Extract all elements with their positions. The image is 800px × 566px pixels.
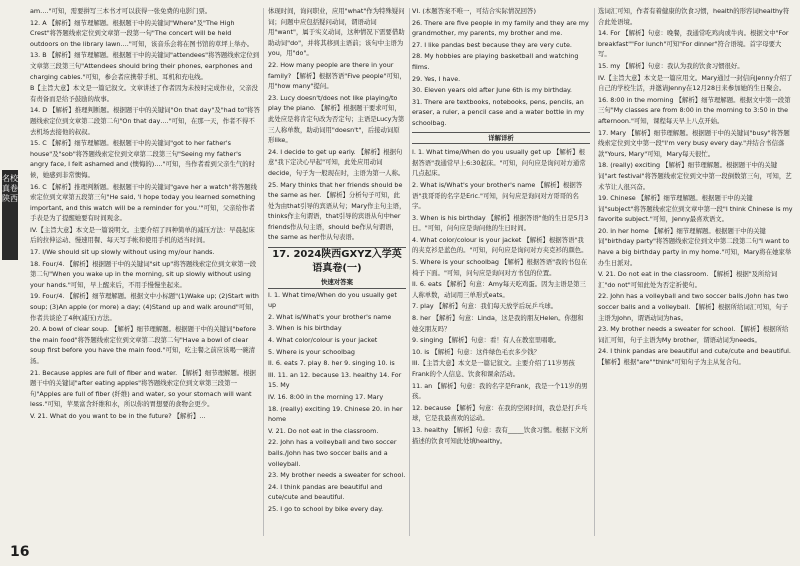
paragraph: am…."可知，需要拼写三本书才可以获得一张免费的电影门票。: [30, 7, 212, 15]
paragraph: 20. A bowl of clear soup. 【解析】细节理解题。根据题干中的关键词"before the main food"将答题线索定位到文章第二段第二句"Have a bowl of clear soup first before you have the main food."可知，吃主餐之前应该喝一碗清汤。: [30, 325, 256, 365]
paragraph: 12. because 【解析】句意：在我的空闲时间，我总是打乒乓球，它是我最喜欢的运动。: [412, 403, 588, 423]
paragraph: I. 1. What time/When do you usually get up 【解析】根据答语"我通常早上6:30起床。"可知，问句应是询问对方通常几点起床。: [412, 148, 586, 178]
paragraph: 13. B 【解析】细节理解题。根据题干中的关键词"attendees"将答题线索定位到文章第三段第三句"Attendees should bring their phones, earphones and charging cables."可知，参会者应携带手机、耳机和充电线。: [30, 51, 260, 81]
paragraph: V. 21. What do you want to be in the future? 【解析】…: [30, 411, 206, 420]
paragraph: II. 6. eats 7. play 8. her 9. singing 10. is: [268, 359, 395, 368]
paragraph: 2. What is/What's your brother's name 【解析】根据答语"我哥哥的名字是Eric."可知，问句应是询问对方哥哥的名字。: [412, 180, 583, 211]
paragraph: 5. Where is your schoolbag 【解析】根据答语"我的书包在椅子下面。"可知，问句应是询问对方书包的位置。: [412, 258, 587, 277]
paragraph: 19. Chinese 【解析】细节理解题。根据题干中的关键词"subject"将答题线索定位到文章中第一段"I think Chinese is my favorite subject."可知，Jenny最喜欢语文。: [598, 194, 793, 224]
column-divider: [409, 8, 410, 536]
paragraph: 3. When is his birthday 【解析】根据答语"他的生日是5月3日。"可知，问句应是询问他的生日时间。: [412, 213, 589, 233]
column-divider: [594, 8, 595, 536]
column-divider: [263, 8, 264, 536]
paragraph: 15. my 【解析】句意：我认为我的饮食习惯很好。: [598, 61, 744, 70]
paragraph: 22. How many people are there in your family? 【解析】根据答语"Five people"可知，用"how many"提问。: [268, 60, 406, 91]
paragraph: 28. My hobbies are playing basketball and watching films.: [412, 52, 579, 71]
column-3: [412, 6, 590, 542]
paragraph: 25. Mary thinks that her friends should be the same as her. 【解析】分析句子可知，此处为由that引导的宾语从句；Mary作主句主语，thinks作主句谓语，that引导的宾语从句中her friends作从句主语，should be作从句谓语，the same as her作从句表语。: [268, 180, 406, 242]
paragraph: 18. Four/4. 【解析】根据题干中的关键词"sit up"将答题线索定位到文章第一段第二句"When you wake up in the morning, sit up slowly without using your hands."可知，早上醒来后，不用手慢慢坐起来。: [30, 259, 257, 289]
paragraph: 22. John has a volleyball and two soccer balls./John has two soccer balls and a volleyball.: [268, 438, 397, 468]
paragraph: 快速对答案: [268, 277, 406, 289]
paragraph: 16. C 【解析】推理判断题。根据题干中的关键词"gave her a watch"将答题线索定位到文章第五段第三句"He said, 'I hope today you learned something important, and this watch will be a reminder for you.'"可知，父亲给作者手表是为了提醒她要有时间观念。: [30, 182, 258, 223]
paragraph: 8. her 【解析】句意：Linda，这是我的朋友Helen。你想和她交朋友吗？: [412, 314, 584, 333]
paragraph: 5. Where is your schoolbag: [268, 347, 355, 356]
side-tab: [2, 170, 18, 260]
paragraph: 4. What color/colour is your jacket 【解析】根据答语"我的夹克衫是蓝色的。"可知，问句应是询问对方夹克衫的颜色。: [412, 235, 588, 255]
paragraph: 30. Eleven years old after June 6th is my birthday.: [412, 86, 572, 95]
paragraph: 15. C 【解析】细节理解题。根据题干中的关键词"got to her father's house"及"sob"将答题线索定位到文章第二段第三句"Seeing my father's angry face, I felt ashamed and (懊悔的)…."可知，当作者看到父亲生气的时候，她感到非常懊悔。: [30, 139, 256, 179]
paragraph: III.【主旨大意】本文是一篇记叙文。主要介绍了11岁男孩Frank的个人信息、饮食和课余活动。: [412, 359, 575, 378]
paragraph: 23. My brother needs a sweater for school. 【解析】根据所给词汇可知，句子主语为My brother，谓语动词为needs。: [598, 325, 789, 344]
paragraph: 9. singing 【解析】句意：看！有人在教室里唱歌。: [412, 336, 561, 345]
paragraph: 7. play 【解析】句意：我们每天放学后玩乒乓球。: [412, 302, 558, 311]
paragraph: 10. is 【解析】句意：这件绿色毛衣多少钱？: [412, 347, 540, 356]
paragraph: 14. For 【解析】句意：晚餐，我通常吃鸡肉或牛肉。根据文中"For breakfast""For lunch"可知"For dinner"符合语境。首字母要大写。: [598, 29, 789, 59]
paragraph: 31. There are textbooks, notebooks, pens, pencils, an eraser, a ruler, a pencil case and a water bottle in my schoolbag.: [412, 97, 585, 127]
paragraph: 17. I/We should sit up slowly without using my/our hands.: [30, 248, 215, 257]
paragraph: 13. healthy 【解析】句意：我有_____饮食习惯。根据下文所描述的饮食可知此处填healthy。: [412, 425, 588, 445]
paragraph: V. 21. Do not eat in the classroom. 【解析】根据"及所给词汇"do not"可知此处为否定祈使句。: [598, 270, 778, 289]
paragraph: 24. I decide to get up early. 【解析】根据句意"我下定决心早起"可知，此处应用动词decide，句子为一般现在时，主语为第一人称。: [268, 147, 405, 177]
paragraph: 体现时间，询问职业，应用"what"作为特殊疑问词；问题中应包括疑问动词，谓语动词用"want"，属于实义动词，这种情况下需要借助助动词"do"，并将其移到主语前；该句中主语为you，用"do"。: [268, 7, 405, 58]
paragraph: 20. in her home 【解析】细节理解题。根据题干中的关键词"birthday party"将答题线索定位到文中第二段第二句"I want to have a big birthday party in my home."可知，Mary将在她家举办生日派对。: [598, 226, 792, 267]
paragraph: 4. What color/colour is your jacket: [268, 336, 378, 345]
paragraph: 29. Yes, I have.: [412, 74, 461, 83]
paragraph: 23. Lucy doesn't/does not like playing/to play the piano. 【解析】根据题干要求可知，此处应是将肯定句改为否定句；主语是Lucy为第三人称单数，助动词用"doesn't"，后接动词原形like。: [268, 93, 405, 145]
paragraph: V. 21. Do not eat in the classroom.: [268, 426, 379, 435]
paragraph: 11. an 【解析】句意：我的名字是Frank，我是一个11岁的男孩。: [412, 381, 588, 401]
paragraph: 27. I like pandas best because they are very cute.: [412, 40, 572, 49]
paragraph: 12. A 【解析】细节理解题。根据题干中的关键词"Where"及"The High Crest"将答题线索定位到文章第一段第一句"The concert will be held outdoors on the library lawn…."可知，该音乐会将在图书馆的草坪上举办。: [30, 18, 254, 48]
paragraph: 17. Mary 【解析】细节理解题。根据题干中的关键词"busy"将答题线索定位到文中第一段"I'm very busy every day."并结合书信落款"Yours, Mary"可知，Mary每天很忙。: [598, 128, 790, 158]
paragraph: 2. What is/What's your brother's name: [268, 312, 392, 321]
paragraph: IV.【主旨大意】本文是一篇说明文。主要介绍了四种简单的减压方法：早晨起床后的拉伸运动、慢速用餐、每天写手帐和使用手机的适当时间。: [30, 225, 255, 245]
paragraph: 19. Four/4. 【解析】细节理解题。根据文中小标题"(1)Wake up; (2)Start with soup; (3)An apple (or more) a day; (4)Stand up and walk around"可知，作者共谈论了4种(减压)方法。: [30, 292, 259, 322]
paragraph: 18. (really) exciting 19. Chinese 20. in her home: [268, 404, 403, 424]
paragraph: 16. 8:00 in the morning 【解析】细节理解题。根据文中第一段第三句"My classes are from 8:00 in the morning to 3:50 in the afternoon."可知，课程每天早上八点开始。: [598, 95, 791, 125]
paragraph: 24. I think pandas are beautiful and cute/cute and beautiful. 【解析】根据"are""think"可知句子为主从复合句。: [598, 347, 791, 366]
paragraph: 26. There are five people in my family and they are my grandmother, my parents, my brother and me.: [412, 18, 589, 38]
paragraph: 25. I go to school by bike every day.: [268, 504, 384, 513]
paragraph: VI. (本题答案不唯一，可结合实际情况回答): [412, 7, 536, 15]
paragraph: B【主旨大意】本文是一篇记叙文。文章讲述了作者因为未按时完成作业，父亲没有责备而是给予鼓励的故事。: [30, 84, 259, 103]
paragraph: 14. D 【解析】推理判断题。根据题干中的关键词"On that day"及"had to"将答题线索定位到文章第二段第二句"On that day…."可知，在那一天，作者不得不去机场去接他的叔叔。: [30, 106, 260, 136]
paragraph: 17. 2024陕西GXYZ入学英语真卷(一): [268, 247, 406, 276]
paragraph: I. 1. What time/When do you usually get up: [268, 290, 397, 310]
paragraph: 24. I think pandas are beautiful and cute/cute and beautiful.: [268, 482, 383, 502]
column-4: [598, 6, 794, 542]
paragraph: 21. Because apples are full of fiber and water. 【解析】细节理解题。根据题干中的关键词"after eating apples"将答题线索定位到文章第三段第一句"Apples are full of fiber (纤维) and water, so your stomach will want less."可知，苹果富含纤维和水，所以你的胃想要的食物会更少。: [30, 368, 256, 409]
paragraph: III. 11. an 12. because 13. healthy 14. For 15. My: [268, 370, 402, 390]
paragraph: IV. 16. 8:00 in the morning 17. Mary: [268, 393, 384, 401]
paragraph: 23. My brother needs a sweater for school.: [268, 471, 406, 480]
column-1: [30, 6, 260, 542]
paragraph: 18. (really) exciting 【解析】细节理解题。根据题干中的关键词"art festival"将答题线索定位到文中第一段倒数第三句，可知，艺术节让人很兴奋。: [598, 161, 792, 191]
paragraph: II. 6. eats 【解析】句意：Amy每天吃鸡蛋。因为主语是第三人称单数，动词用三单形式eats。: [412, 280, 586, 299]
column-2: [268, 6, 406, 542]
paragraph: 3. When is his birthday: [268, 324, 342, 333]
paragraph: 选词汇可知，作者有着健康的饮食习惯，health的形容词healthy符合此处语境。: [598, 7, 790, 26]
paragraph: IV.【主旨大意】本文是一篇应用文。Mary通过一封信向Jenny介绍了自己的学校生活，并邀请Jenny在12月28日来参加她的生日聚会。: [598, 73, 793, 93]
side-tab-label-2: 陕西: [2, 194, 18, 203]
paragraph: 22. John has a volleyball and two soccer balls./John has two soccer balls and a volleyball. 【解析】根据所给词汇可知，句子主语为John，谓语动词为has。: [598, 292, 789, 322]
side-tab-label-1: 名校真卷: [2, 174, 18, 193]
page-number: 16: [10, 544, 30, 560]
paragraph: 详解详析: [412, 132, 590, 145]
